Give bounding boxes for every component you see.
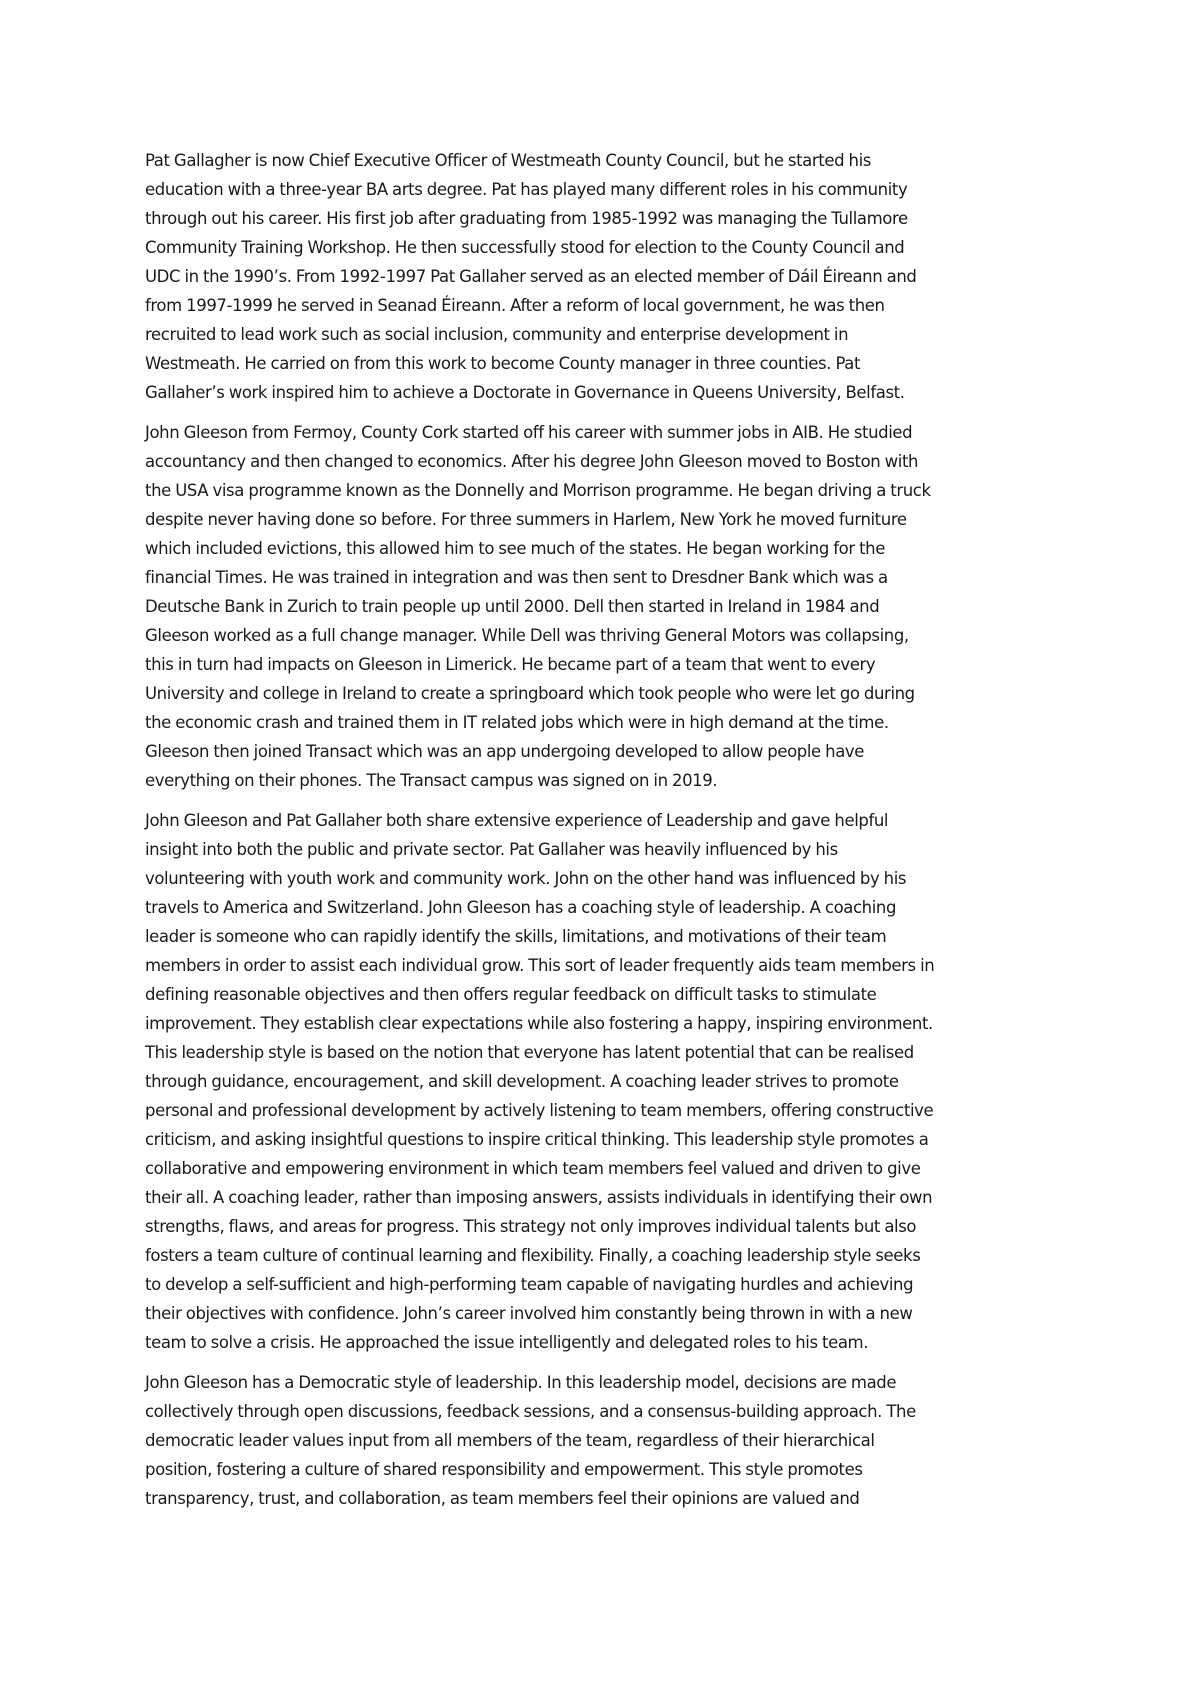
text-line: John Gleeson has a Democratic style of leadership. In this leadership model, decisions are made <box>145 1373 897 1392</box>
text-line: John Gleeson from Fermoy, County Cork started off his career with summer jobs in AIB. He studied <box>145 423 913 442</box>
text-line: This leadership style is based on the notion that everyone has latent potential that can be realised <box>145 1043 914 1062</box>
text-line: leader is someone who can rapidly identify the skills, limitations, and motivations of their team <box>145 927 887 946</box>
text-line: Gleeson then joined Transact which was an app undergoing developed to allow people have <box>145 742 865 761</box>
text-line: UDC in the 1990’s. From 1992-1997 Pat Gallaher served as an elected member of Dáil Éireann and <box>145 267 917 286</box>
text-line: Gallaher’s work inspired him to achieve a Doctorate in Governance in Queens University, Belfast. <box>145 383 905 402</box>
text-line: recruited to lead work such as social inclusion, community and enterprise development in <box>145 325 849 344</box>
paragraph <box>145 806 1065 1357</box>
text-line: despite never having done so before. For three summers in Harlem, New York he moved furniture <box>145 510 907 529</box>
text-line: everything on their phones. The Transact campus was signed on in 2019. <box>145 771 718 790</box>
text-line: the USA visa programme known as the Donnelly and Morrison programme. He began driving a truck <box>145 481 931 500</box>
text-line: team to solve a crisis. He approached the issue intelligently and delegated roles to his team. <box>145 1333 869 1352</box>
text-line: collaborative and empowering environment in which team members feel valued and driven to give <box>145 1159 921 1178</box>
text-line: the economic crash and trained them in IT related jobs which were in high demand at the time. <box>145 713 889 732</box>
text-line: their objectives with confidence. John’s career involved him constantly being thrown in with a new <box>145 1304 913 1323</box>
text-line: fosters a team culture of continual learning and flexibility. Finally, a coaching leadership style seeks <box>145 1246 921 1265</box>
document-body <box>145 146 1065 1524</box>
text-line: through guidance, encouragement, and skill development. A coaching leader strives to promote <box>145 1072 899 1091</box>
text-line: Community Training Workshop. He then successfully stood for election to the County Council and <box>145 238 905 257</box>
text-line: members in order to assist each individual grow. This sort of leader frequently aids team members in <box>145 956 935 975</box>
text-line: criticism, and asking insightful questions to inspire critical thinking. This leadership style promotes a <box>145 1130 929 1149</box>
text-line: financial Times. He was trained in integration and was then sent to Dresdner Bank which was a <box>145 568 888 587</box>
text-line: to develop a self-sufficient and high-performing team capable of navigating hurdles and achieving <box>145 1275 914 1294</box>
text-line: from 1997-1999 he served in Seanad Éireann. After a reform of local government, he was then <box>145 296 885 315</box>
text-line: accountancy and then changed to economics. After his degree John Gleeson moved to Boston with <box>145 452 919 471</box>
text-line: University and college in Ireland to create a springboard which took people who were let go during <box>145 684 915 703</box>
text-line: John Gleeson and Pat Gallaher both share extensive experience of Leadership and gave helpful <box>145 811 889 830</box>
text-line: position, fostering a culture of shared responsibility and empowerment. This style promotes <box>145 1460 863 1479</box>
paragraph <box>145 146 1065 407</box>
paragraph <box>145 1368 1065 1513</box>
text-line: personal and professional development by actively listening to team members, offering constructive <box>145 1101 934 1120</box>
text-line: strengths, flaws, and areas for progress. This strategy not only improves individual talents but also <box>145 1217 917 1236</box>
text-line: democratic leader values input from all members of the team, regardless of their hierarchical <box>145 1431 875 1450</box>
paragraph <box>145 418 1065 795</box>
text-line: insight into both the public and private sector. Pat Gallaher was heavily influenced by his <box>145 840 838 859</box>
text-line: through out his career. His first job after graduating from 1985-1992 was managing the Tullamore <box>145 209 908 228</box>
text-line: their all. A coaching leader, rather than imposing answers, assists individuals in identifying their own <box>145 1188 933 1207</box>
text-line: Pat Gallagher is now Chief Executive Officer of Westmeath County Council, but he started his <box>145 151 871 170</box>
text-line: which included evictions, this allowed him to see much of the states. He began working for the <box>145 539 885 558</box>
text-line: Deutsche Bank in Zurich to train people up until 2000. Dell then started in Ireland in 1984 and <box>145 597 880 616</box>
text-line: Gleeson worked as a full change manager. While Dell was thriving General Motors was collapsing, <box>145 626 909 645</box>
text-line: this in turn had impacts on Gleeson in Limerick. He became part of a team that went to every <box>145 655 876 674</box>
text-line: defining reasonable objectives and then offers regular feedback on difficult tasks to stimulate <box>145 985 877 1004</box>
text-line: education with a three-year BA arts degree. Pat has played many different roles in his community <box>145 180 908 199</box>
text-line: Westmeath. He carried on from this work to become County manager in three counties. Pat <box>145 354 861 373</box>
text-line: transparency, trust, and collaboration, as team members feel their opinions are valued and <box>145 1489 860 1508</box>
text-line: improvement. They establish clear expectations while also fostering a happy, inspiring environment. <box>145 1014 933 1033</box>
text-line: volunteering with youth work and community work. John on the other hand was influenced by his <box>145 869 907 888</box>
text-line: collectively through open discussions, feedback sessions, and a consensus-building approach. The <box>145 1402 916 1421</box>
text-line: travels to America and Switzerland. John Gleeson has a coaching style of leadership. A coaching <box>145 898 897 917</box>
